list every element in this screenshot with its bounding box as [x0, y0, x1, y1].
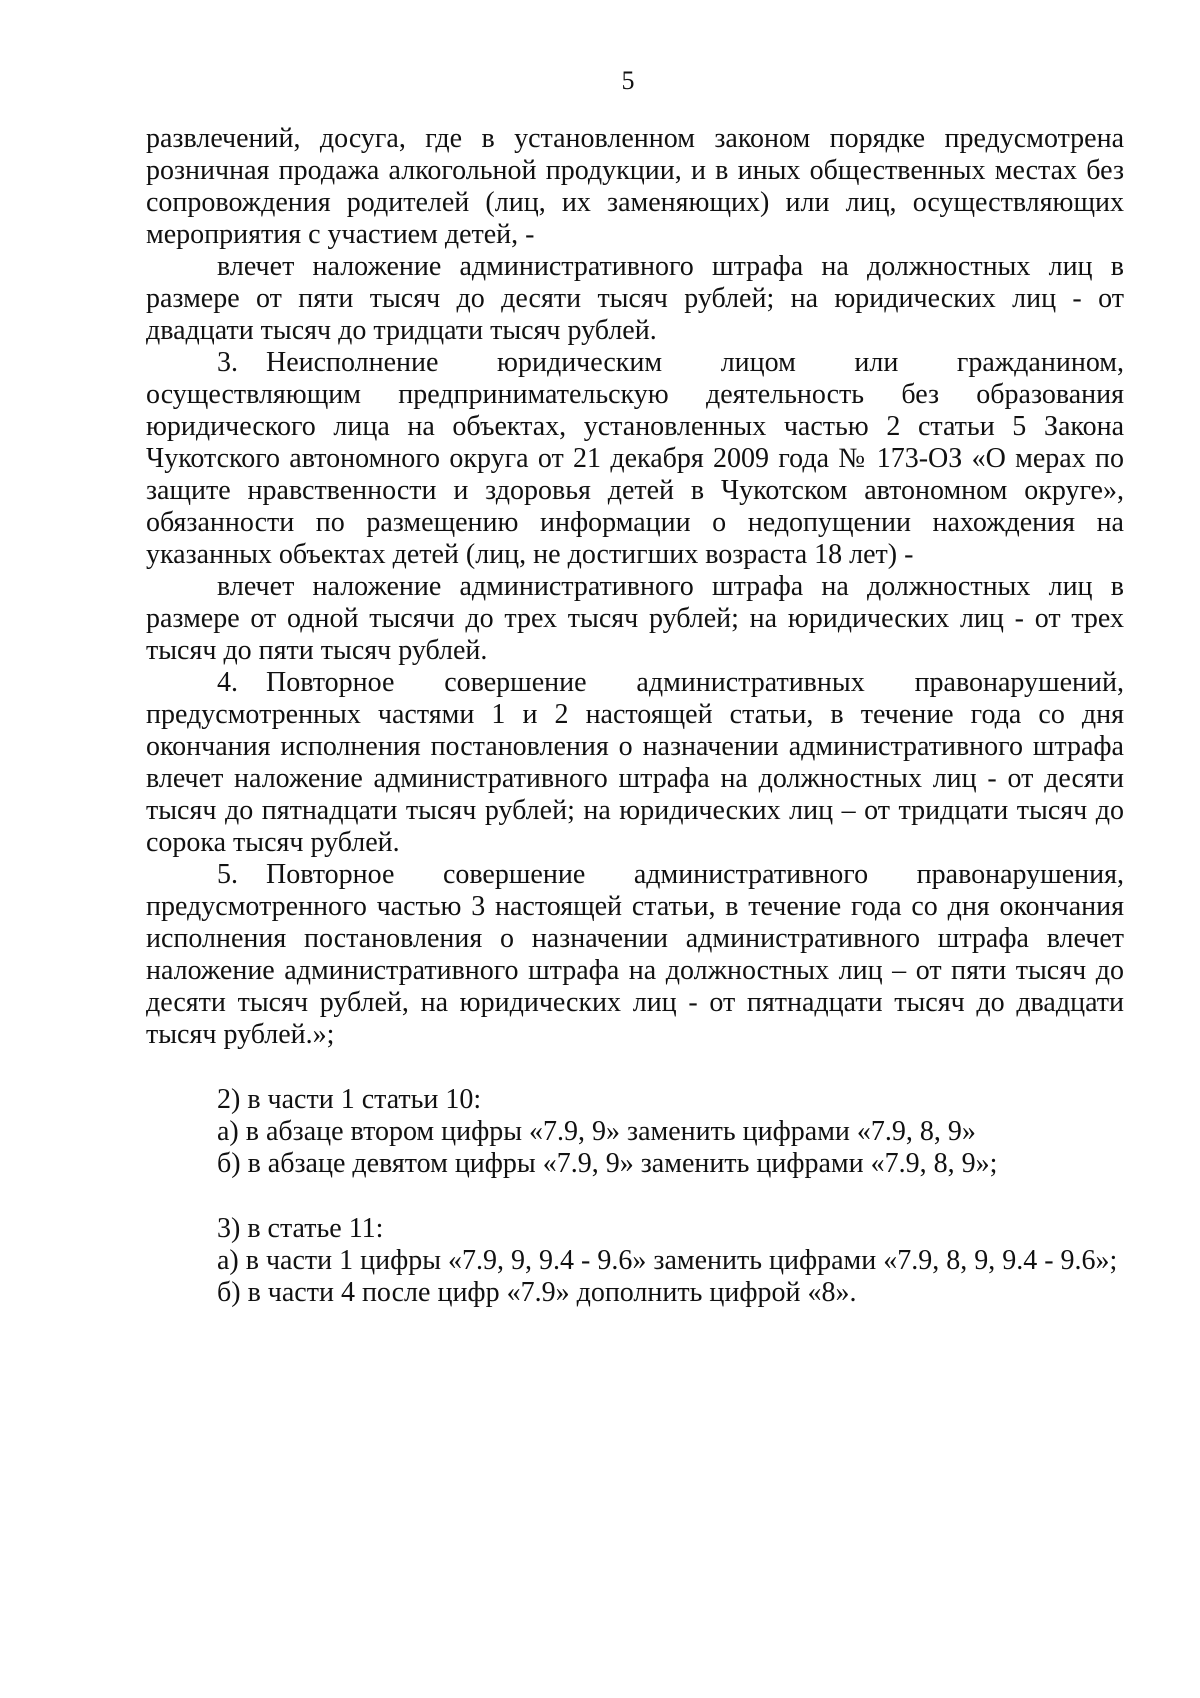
- page-number: 5: [621, 66, 635, 95]
- paragraph-penalty-part-3: влечет наложение административного штрафа на должностных лиц в размере от одной тысячи до трех тысяч рублей; на юридических лиц - от трех тысяч до пяти тысяч рублей.: [146, 571, 1124, 666]
- list-item-article-10-b: б) в абзаце девятом цифры «7.9, 9» заменить цифрами «7.9, 8, 9»;: [217, 1148, 998, 1179]
- list-item-article-11-b: б) в части 4 после цифр «7.9» дополнить цифрой «8».: [217, 1277, 857, 1308]
- list-item-article-11: 3) в статье 11:: [217, 1213, 384, 1244]
- paragraph-penalty-part-2: влечет наложение административного штрафа на должностных лиц в размере от пяти тысяч до десяти тысяч рублей; на юридических лиц - от двадцати тысяч до тридцати тысяч рублей.: [146, 251, 1124, 346]
- document-body: [146, 123, 1124, 1309]
- list-item-article-11-a: а) в части 1 цифры «7.9, 9, 9.4 - 9.6» заменить цифрами «7.9, 8, 9, 9.4 - 9.6»;: [217, 1245, 1118, 1276]
- paragraph-gap: [146, 1051, 1124, 1084]
- paragraph-gap: [146, 1180, 1124, 1213]
- paragraph-part-4: 4. Повторное совершение административных правонарушений, предусмотренных частями 1 и 2 настоящей статьи, в течение года со дня окончания исполнения постановления о назначении административного штрафа влечет наложение административного штрафа на должностных лиц - от десяти тысяч до пятнадцати тысяч рублей; на юридических лиц – от тридцати тысяч до сорока тысяч рублей.: [146, 667, 1124, 858]
- list-item-article-10: 2) в части 1 статьи 10:: [217, 1084, 482, 1115]
- list-item-article-10-a: а) в абзаце втором цифры «7.9, 9» заменить цифрами «7.9, 8, 9»: [217, 1116, 976, 1147]
- paragraph-part-5: 5. Повторное совершение административного правонарушения, предусмотренного частью 3 настоящей статьи, в течение года со дня окончания исполнения постановления о назначении административного штрафа влечет наложение административного штрафа на должностных лиц – от пяти тысяч до десяти тысяч рублей, на юридических лиц - от пятнадцати тысяч до двадцати тысяч рублей.»;: [146, 859, 1124, 1050]
- paragraph-continuation-part-2: развлечений, досуга, где в установленном законом порядке предусмотрена розничная продажа алкогольной продукции, и в иных общественных местах без сопровождения родителей (лиц, их заменяющих) или лиц, осуществляющих мероприятия с участием детей, -: [146, 123, 1124, 250]
- paragraph-part-3: 3. Неисполнение юридическим лицом или гражданином, осуществляющим предпринимательскую деятельность без образования юридического лица на объектах, установленных частью 2 статьи 5 Закона Чукотского автономного округа от 21 декабря 2009 года № 173-ОЗ «О мерах по защите нравственности и здоровья детей в Чукотском автономном округе», обязанности по размещению информации о недопущении нахождения на указанных объектах детей (лиц, не достигших возраста 18 лет) -: [146, 347, 1124, 570]
